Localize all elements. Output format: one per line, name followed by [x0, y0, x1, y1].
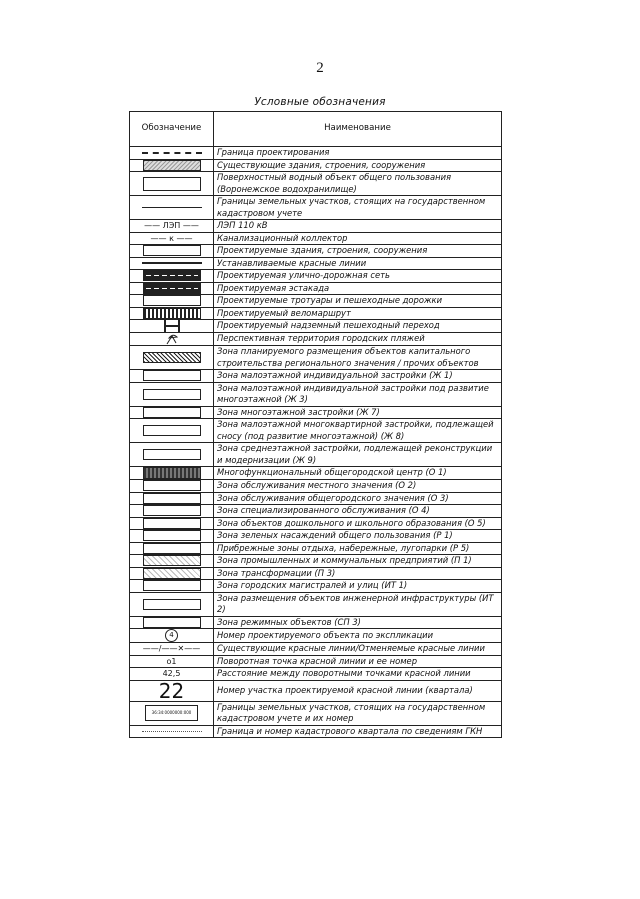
legend-name-cell: Проектируемая эстакада: [214, 282, 502, 295]
legend-row: [130, 725, 502, 738]
legend-row: [130, 346, 502, 370]
legend-symbol-cell: [130, 159, 214, 172]
legend-name-cell: Граница проектирования: [214, 147, 502, 160]
legend-swatch: [143, 295, 201, 306]
legend-symbol-cell: [130, 580, 214, 593]
legend-name-cell: Проектируемый веломаршрут: [214, 307, 502, 320]
legend-symbol-cell: [130, 616, 214, 629]
legend-row: [130, 370, 502, 383]
legend-symbol-cell: [130, 555, 214, 568]
legend-swatch: [143, 160, 201, 171]
legend-name-cell: Устанавливаемые красные линии: [214, 257, 502, 270]
legend-name-cell: Существующие красные линии/Отменяемые красные линии: [214, 643, 502, 656]
legend-symbol-cell: [130, 370, 214, 383]
legend-symbol-cell: [130, 655, 214, 668]
legend-name-cell: Существующие здания, строения, сооружения: [214, 159, 502, 172]
legend-name-cell: Проектируемая улично-дорожная сеть: [214, 270, 502, 283]
legend-symbol-cell: [130, 668, 214, 681]
legend-swatch: [143, 270, 201, 281]
legend-row: [130, 220, 502, 233]
legend-symbol-cell: [130, 346, 214, 370]
legend-name-cell: Перспективная территория городских пляжей: [214, 333, 502, 346]
legend-symbol-cell: [130, 480, 214, 493]
legend-symbol-cell: [130, 147, 214, 160]
legend-row: [130, 282, 502, 295]
legend-row: [130, 172, 502, 196]
legend-row: [130, 555, 502, 568]
legend-row: [130, 592, 502, 616]
legend-text-symbol: о1: [166, 656, 177, 666]
legend-name-cell: Поверхностный водный объект общего пользования (Воронежское водохранилище): [214, 172, 502, 196]
legend-symbol-cell: [130, 467, 214, 480]
legend-text-symbol: —— к ——: [150, 233, 193, 243]
legend-name-cell: Зона режимных объектов (СП 3): [214, 616, 502, 629]
legend-row: [130, 159, 502, 172]
legend-row: [130, 542, 502, 555]
legend-name-cell: Границы земельных участков, стоящих на государственном кадастровом учете: [214, 196, 502, 220]
legend-row: [130, 333, 502, 346]
legend-name-cell: Номер проектируемого объекта по экспликации: [214, 629, 502, 643]
name-column-header: Наименование: [214, 112, 502, 147]
legend-swatch: [143, 568, 201, 579]
page-number: 2: [316, 60, 324, 76]
legend-swatch: [143, 599, 201, 610]
legend-header-row: [130, 112, 502, 147]
legend-swatch: [143, 308, 201, 319]
legend-symbol-cell: [130, 517, 214, 530]
legend-swatch: [143, 389, 201, 400]
legend-name-cell: Зона малоэтажной многоквартирной застройки, подлежащей сносу (под развитие многоэтажной) (Ж 8): [214, 419, 502, 443]
legend-symbol-cell: [130, 232, 214, 245]
legend-swatch: [143, 177, 201, 191]
legend-line-symbol: [142, 207, 202, 208]
legend-line-symbol: [142, 152, 202, 154]
legend-row: [130, 382, 502, 406]
legend-name-cell: Зона малоэтажной индивидуальной застройки под развитие многоэтажной (Ж 3): [214, 382, 502, 406]
legend-swatch: [143, 480, 201, 491]
legend-swatch: [143, 425, 201, 436]
legend-name-cell: Зона многоэтажной застройки (Ж 7): [214, 406, 502, 419]
legend-row: [130, 406, 502, 419]
legend-row: [130, 443, 502, 467]
symbol-column-header: Обозначение: [130, 112, 214, 147]
legend-row: [130, 643, 502, 656]
legend-symbol-cell: [130, 172, 214, 196]
legend-name-cell: Зона размещения объектов инженерной инфраструктуры (ИТ 2): [214, 592, 502, 616]
legend-row: [130, 419, 502, 443]
legend-swatch: [143, 407, 201, 418]
legend-row: [130, 257, 502, 270]
legend-row: [130, 307, 502, 320]
legend-swatch: [143, 493, 201, 504]
legend-text-symbol: —— ЛЭП ——: [144, 221, 199, 230]
legend-symbol-cell: [130, 680, 214, 701]
legend-row: [130, 680, 502, 701]
legend-name-cell: Поворотная точка красной линии и ее номер: [214, 655, 502, 668]
legend-symbol-cell: [130, 257, 214, 270]
legend-symbol-cell: [130, 629, 214, 643]
legend-symbol-cell: [130, 443, 214, 467]
legend-name-cell: Зона городских магистралей и улиц (ИТ 1): [214, 580, 502, 593]
legend-text-symbol: ——/——✕——: [142, 644, 201, 653]
legend-name-cell: Зона среднеэтажной застройки, подлежащей реконструкции и модернизации (Ж 9): [214, 443, 502, 467]
legend-swatch: [143, 283, 201, 294]
legend-row: [130, 295, 502, 308]
beach-umbrella-icon: [164, 333, 180, 345]
legend-name-cell: Зона обслуживания общегородского значения (О 3): [214, 492, 502, 505]
legend-symbol-cell: [130, 270, 214, 283]
legend-name-cell: Зона планируемого размещения объектов капитального строительства регионального значения / прочих объектов: [214, 346, 502, 370]
legend-title: Условные обозначения: [254, 96, 386, 108]
legend-symbol-cell: [130, 382, 214, 406]
legend-symbol-cell: [130, 320, 214, 333]
legend-name-cell: Прибрежные зоны отдыха, набережные, лугопарки (Р 5): [214, 542, 502, 555]
legend-name-cell: Проектируемые тротуары и пешеходные дорожки: [214, 295, 502, 308]
legend-swatch: [143, 467, 201, 479]
pedestrian-bridge-icon: [162, 320, 182, 332]
legend-body: [130, 147, 502, 738]
legend-row: [130, 567, 502, 580]
legend-name-cell: Расстояние между поворотными точками красной линии: [214, 668, 502, 681]
legend-symbol-cell: [130, 725, 214, 738]
legend-name-cell: Канализационный коллектор: [214, 232, 502, 245]
legend-swatch: [143, 352, 201, 363]
legend-row: [130, 517, 502, 530]
legend-row: [130, 530, 502, 543]
legend-row: [130, 505, 502, 518]
legend-row: [130, 467, 502, 480]
legend-name-cell: Зона специализированного обслуживания (О 4): [214, 505, 502, 518]
legend-table: [129, 111, 502, 738]
legend-name-cell: Проектируемый надземный пешеходный переход: [214, 320, 502, 333]
legend-row: [130, 629, 502, 643]
legend-line-symbol: [142, 731, 202, 732]
legend-text-symbol: 42,5: [162, 669, 181, 678]
legend-symbol-cell: [130, 220, 214, 233]
legend-name-cell: Многофункциональный общегородской центр (О 1): [214, 467, 502, 480]
legend-swatch: [143, 449, 201, 460]
legend-symbol-cell: [130, 419, 214, 443]
legend-swatch: [143, 530, 201, 541]
legend-row: [130, 196, 502, 220]
legend-symbol-cell: [130, 567, 214, 580]
legend-name-cell: Зона обслуживания местного значения (О 2): [214, 480, 502, 493]
legend-swatch: [143, 580, 201, 591]
legend-symbol-cell: [130, 295, 214, 308]
legend-row: [130, 580, 502, 593]
legend-name-cell: Зона малоэтажной индивидуальной застройки (Ж 1): [214, 370, 502, 383]
legend-row: [130, 655, 502, 668]
legend-symbol-cell: [130, 196, 214, 220]
legend-swatch: [143, 505, 201, 516]
legend-swatch: [143, 543, 201, 554]
legend-name-cell: Зона объектов дошкольного и школьного образования (О 5): [214, 517, 502, 530]
legend-symbol-cell: [130, 492, 214, 505]
legend-row: [130, 245, 502, 258]
legend-row: [130, 232, 502, 245]
legend-symbol-cell: [130, 701, 214, 725]
legend-row: [130, 701, 502, 725]
legend-symbol-cell: [130, 245, 214, 258]
legend-symbol-cell: [130, 307, 214, 320]
legend-swatch: [143, 617, 201, 628]
legend-swatch: [143, 245, 201, 256]
numbered-circle-icon: 4: [165, 629, 178, 642]
legend-symbol-cell: [130, 282, 214, 295]
legend-row: [130, 147, 502, 160]
legend-row: [130, 492, 502, 505]
legend-symbol-cell: [130, 542, 214, 555]
section-number-symbol: 22: [158, 680, 185, 701]
legend-symbol-cell: [130, 643, 214, 656]
legend-symbol-cell: [130, 530, 214, 543]
legend-row: [130, 320, 502, 333]
legend-row: [130, 668, 502, 681]
legend-name-cell: Зона промышленных и коммунальных предприятий (П 1): [214, 555, 502, 568]
legend-name-cell: ЛЭП 110 кВ: [214, 220, 502, 233]
legend-row: [130, 270, 502, 283]
legend-symbol-cell: [130, 505, 214, 518]
legend-swatch: [143, 518, 201, 529]
legend-name-cell: Зона трансформации (П 3): [214, 567, 502, 580]
legend-symbol-cell: [130, 333, 214, 346]
legend-name-cell: Граница и номер кадастрового квартала по сведениям ГКН: [214, 725, 502, 738]
legend-name-cell: Номер участка проектируемой красной линии (квартала): [214, 680, 502, 701]
legend-symbol-cell: [130, 406, 214, 419]
legend-row: [130, 480, 502, 493]
legend-symbol-cell: [130, 592, 214, 616]
legend-name-cell: Проектируемые здания, строения, сооружения: [214, 245, 502, 258]
cadastral-number-symbol: 36:34:0000000:000: [145, 705, 199, 721]
legend-name-cell: Границы земельных участков, стоящих на государственном кадастровом учете и их номер: [214, 701, 502, 725]
legend-swatch: [143, 555, 201, 566]
legend-row: [130, 616, 502, 629]
legend-name-cell: Зона зеленых насаждений общего пользования (Р 1): [214, 530, 502, 543]
legend-line-symbol: [142, 262, 202, 264]
legend-swatch: [143, 370, 201, 381]
